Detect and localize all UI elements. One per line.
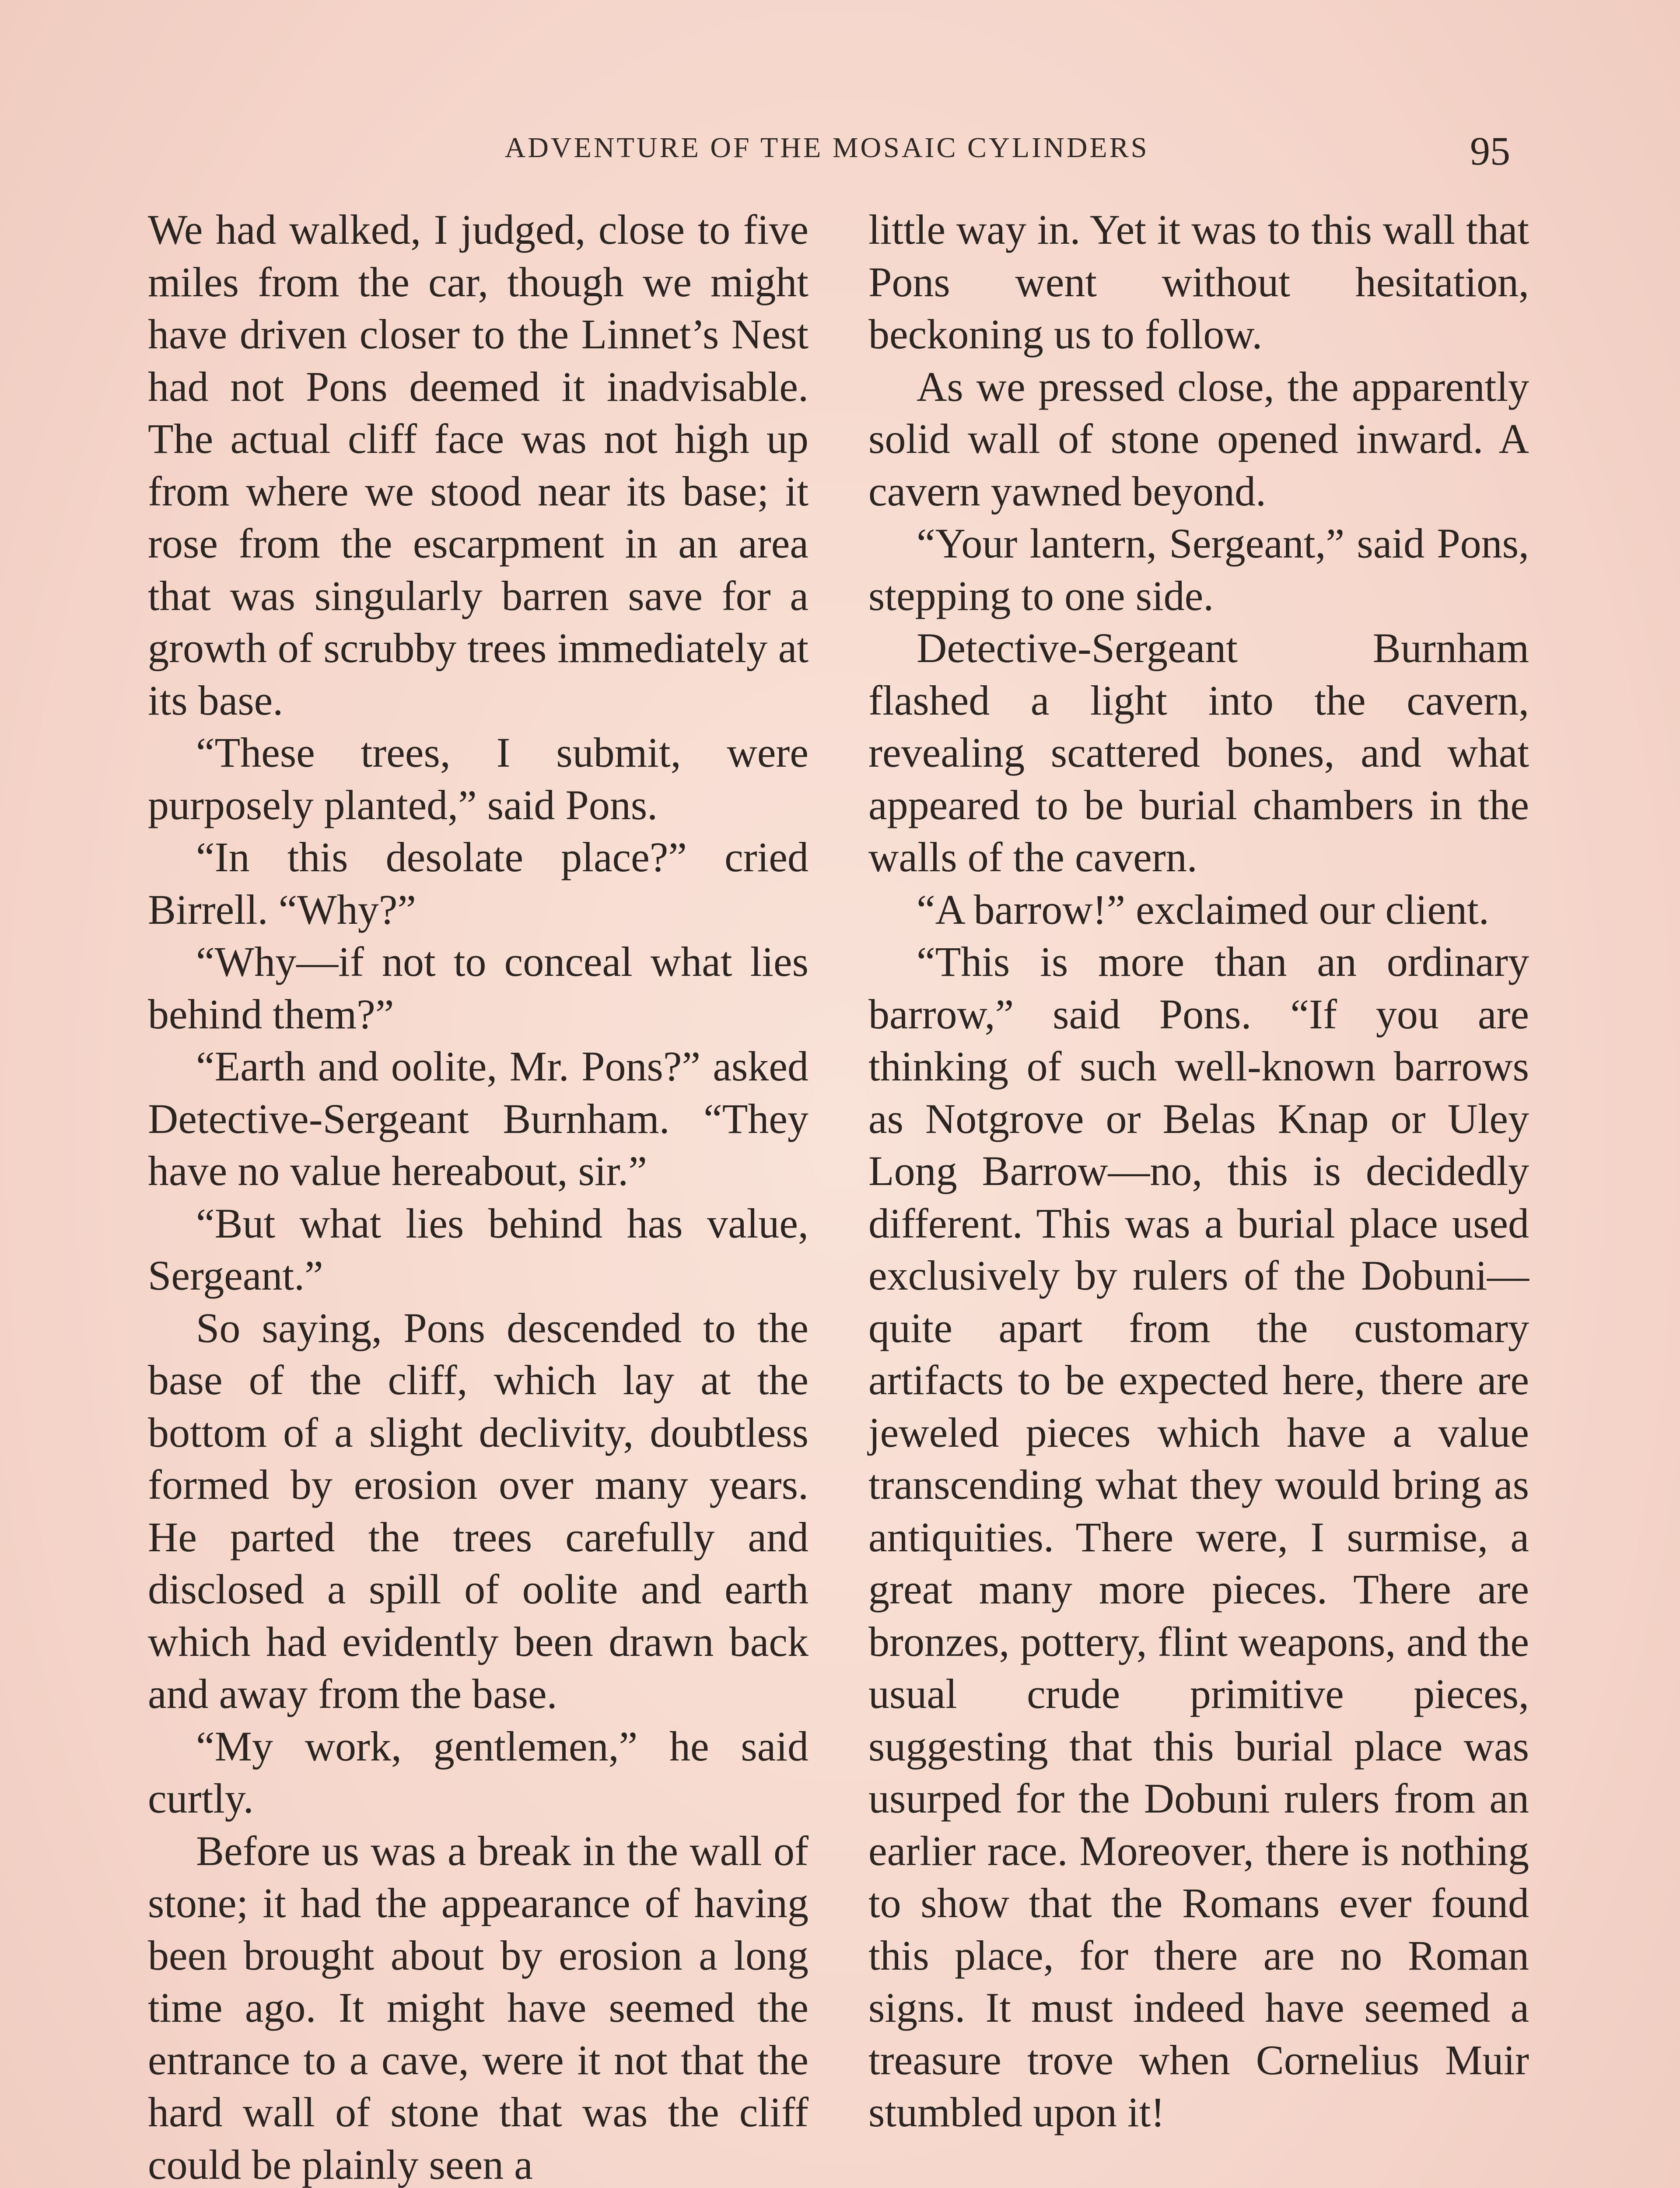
paragraph: Before us was a break in the wall of stone; it had the appearance of having been brought about by erosion a long time ago. It might have seemed the entrance to a cave, were it not that the hard wall of stone that was the cliff could be plainly seen a xyxy=(148,1827,808,2188)
paragraph: “My work, gentlemen,” he said curtly. xyxy=(148,1722,808,1822)
paragraph: “In this desolate place?” cried Birrell. “Why?” xyxy=(148,834,808,933)
running-head: ADVENTURE OF THE MOSAIC CYLINDERS xyxy=(504,132,1149,164)
paragraph: We had walked, I judged, close to five miles from the car, though we might have driven closer to the Linnet’s Nest had not Pons deemed it inadvisable. The actual cliff face was not high up from where we stood near its base; it rose from the escarpment in an area that was singularly barren save for a growth of scrubby trees immediately at its base. xyxy=(148,206,808,724)
left-column xyxy=(148,203,808,2188)
paragraph: As we pressed close, the apparently solid wall of stone opened inward. A cavern yawned beyond. xyxy=(868,363,1529,515)
paragraph: “These trees, I submit, were purposely planted,” said Pons. xyxy=(148,729,808,828)
page-number: 95 xyxy=(1470,129,1510,173)
paragraph: “Your lantern, Sergeant,” said Pons, stepping to one side. xyxy=(868,520,1529,619)
paragraph: So saying, Pons descended to the base of the cliff, which lay at the bottom of a slight declivity, doubtless formed by erosion over many years. He parted the trees carefully and disclosed a spill of oolite and earth which had evidently been drawn back and away from the base. xyxy=(148,1304,808,1717)
paragraph: “Why—if not to conceal what lies behind them?” xyxy=(148,938,808,1038)
paragraph: little way in. Yet it was to this wall that Pons went without hesitation, beckoning us to follow. xyxy=(868,206,1529,358)
paragraph: “A barrow!” exclaimed our client. xyxy=(917,886,1489,933)
paragraph: Detective-Sergeant Burnham flashed a light into the cavern, revealing scattered bones, and what appeared to be burial chambers in the walls of the cavern. xyxy=(868,624,1529,880)
paragraph: “This is more than an ordinary barrow,” said Pons. “If you are thinking of such well-known barrows as Notgrove or Belas Knap or Uley Long Barrow—no, this is decidedly different. This was a burial place used exclusively by rulers of the Dobuni—quite apart from the customary artifacts to be expected here, there are jeweled pieces which have a value transcending what they would bring as antiquities. There were, I surmise, a great many more pieces. There are bronzes, pottery, flint weapons, and the usual crude primitive pieces, suggesting that this burial place was usurped for the Dobuni rulers from an earlier race. Moreover, there is nothing to show that the Romans ever found this place, for there are no Roman signs. It must indeed have seemed a treasure trove when Cornelius Muir stumbled upon it! xyxy=(868,938,1529,2135)
paragraph: “But what lies behind has value, Sergeant.” xyxy=(148,1199,808,1299)
right-column xyxy=(868,203,1529,2139)
paragraph: “Earth and oolite, Mr. Pons?” asked Detective-Sergeant Burnham. “They have no value hereabout, sir.” xyxy=(148,1043,808,1194)
